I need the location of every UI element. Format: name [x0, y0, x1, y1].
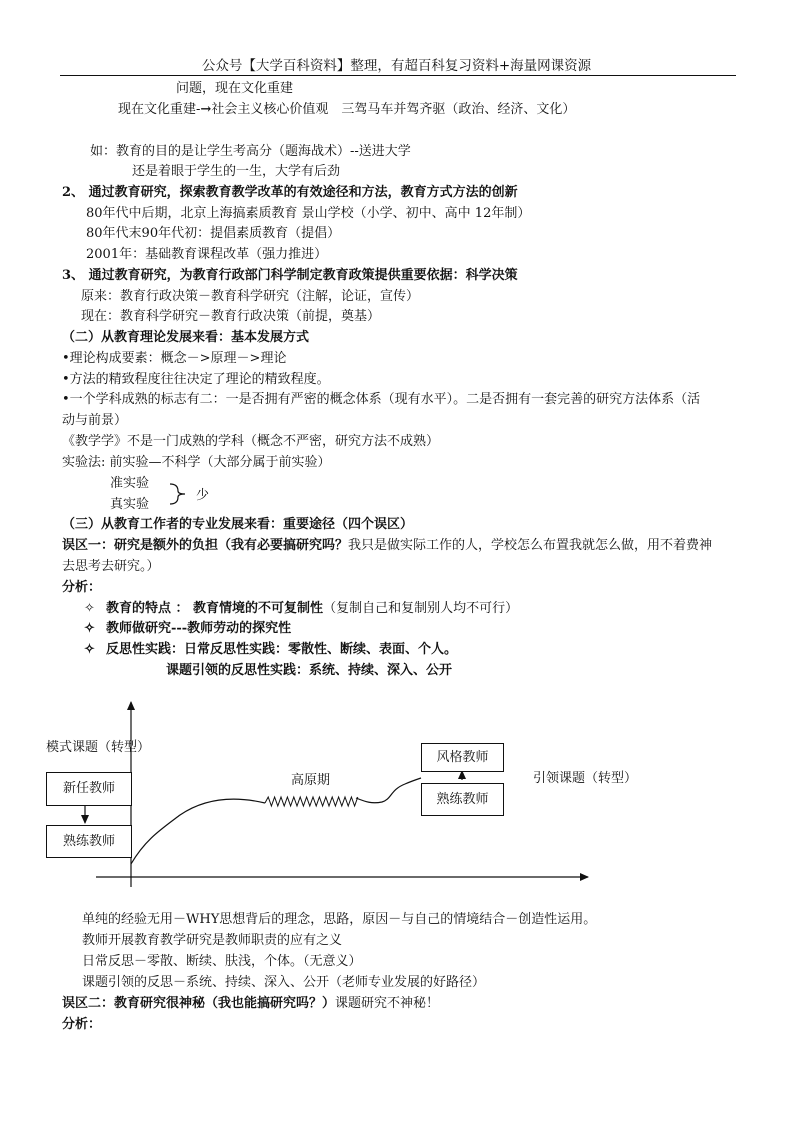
text-line: 原来：教育行政决策－教育科学研究（注解，论证，宣传） [81, 289, 420, 304]
text-span: 社会主义核心价值观 三驾马车并驾齐驱（政治、经济、文化） [211, 102, 576, 117]
skilled-teacher-box-left: 熟练教师 [46, 825, 132, 858]
text-line [62, 995, 439, 1013]
text-line: 2001年：基础教育课程改革（强力推进） [86, 247, 328, 262]
bullet-item: •理论构成要素：概念－>原理－>理论 [62, 351, 287, 366]
text-line: 现在：教育科学研究－教育行政决策（前提，奠基） [81, 309, 381, 324]
text-span: 误区二：教育研究很神秘（我也能搞研究吗？） [62, 996, 336, 1011]
text-span: 我只是做实际工作的人，学校怎么布置我就怎么做，用不着费神 [348, 538, 713, 553]
bullet-item: •一个学科成熟的标志有二：一是否拥有严密的概念体系（现有水平）。二是否拥有一套完善的研究方法体系（活 [62, 392, 701, 407]
text-line: 80年代末90年代初：提倡素质教育（提倡） [86, 226, 341, 241]
text-span: 教育的特点 ： 教育情境的不可复制性 [106, 601, 324, 616]
text-line: 准实验 [110, 476, 150, 491]
text-span: （复制自己和复制别人均不可行） [323, 601, 519, 616]
text-line: 去思考去研究。） [62, 559, 160, 574]
text-line: 如：教育的目的是让学生考高分（题海战术）--送进大学 [90, 144, 411, 159]
analysis-label: 分析： [62, 1017, 102, 1032]
growth-curve [131, 799, 265, 864]
plateau-label: 高原期 [291, 773, 331, 788]
text-span: 现在文化重建- [118, 102, 201, 117]
text-line: 80年代中后期，北京上海搞素质教育 景山学校（小学、初中、高中 12年制） [86, 206, 531, 221]
text-line: 课题引领的反思－系统、持续、深入、公开（老师专业发展的好路径） [82, 975, 486, 990]
text-line: 单纯的经验无用－WHY思想背后的理念，思路，原因－与自己的情境结合－创造性运用。 [82, 912, 597, 927]
text-span: 误区一：研究是额外的负担（我有必要搞研究吗？ [62, 538, 349, 553]
bullet-item: •方法的精致程度往往决定了理论的精致程度。 [62, 372, 330, 387]
text-line: 还是着眼于学生的一生，大学有后劲 [132, 164, 341, 179]
section-heading: （二）从教育理论发展来看：基本发展方式 [62, 330, 310, 345]
text-span: 教师做研究---教师劳动的探究性 [106, 621, 292, 636]
text-line: 教师开展教育教学研究是教师职责的应有之义 [82, 933, 343, 948]
text-line: 实验法: 前实验—不科学（大部分属于前实验） [62, 455, 331, 470]
style-teacher-box: 风格教师 [421, 743, 504, 772]
list-item-continued: 课题引领的反思性实践：系统、持续、深入、公开 [166, 663, 453, 678]
bullet-item-continued: 动与前景） [62, 413, 128, 428]
diamond-icon: ✧ [84, 621, 95, 636]
text-line: 少 [196, 488, 210, 503]
text-span: 课题研究不神秘！ [335, 996, 440, 1011]
new-teacher-box: 新任教师 [46, 772, 132, 806]
plateau-curve [265, 797, 358, 806]
text-line: 问题，现在文化重建 [176, 81, 294, 96]
rising-curve [356, 778, 421, 803]
skilled-teacher-box-right: 熟练教师 [421, 783, 504, 816]
section-heading: （三）从教育工作者的专业发展来看：重要途径（四个误区） [62, 517, 414, 532]
arrow-icon: → [200, 102, 212, 117]
text-line: 日常反思－零散、断续、肤浅，个体。（无意义） [82, 954, 362, 969]
text-line: 真实验 [110, 497, 150, 512]
text-line: 《教学学》不是一门成熟的学科（概念不严密，研究方法不成熟） [62, 434, 440, 449]
text-span: 反思性实践：日常反思性实践：零散性、断续、表面、个人。 [106, 642, 458, 657]
section-heading: 2、 通过教育研究，探索教育教学改革的有效途径和方法，教育方式方法的创新 [62, 185, 518, 200]
analysis-label: 分析： [62, 580, 102, 595]
diamond-icon: ✧ [84, 642, 95, 657]
diamond-icon: ✧ [84, 601, 95, 616]
diagram-label-left: 模式课题（转型） [46, 740, 151, 755]
section-heading: 3、 通过教育研究，为教育行政部门科学制定教育政策提供重要依据：科学决策 [62, 268, 518, 283]
diagram-label-right: 引领课题（转型） [533, 771, 638, 786]
page-header: 公众号【大学百科资料】整理，有超百科复习资料+海量网课资源 [201, 58, 592, 74]
